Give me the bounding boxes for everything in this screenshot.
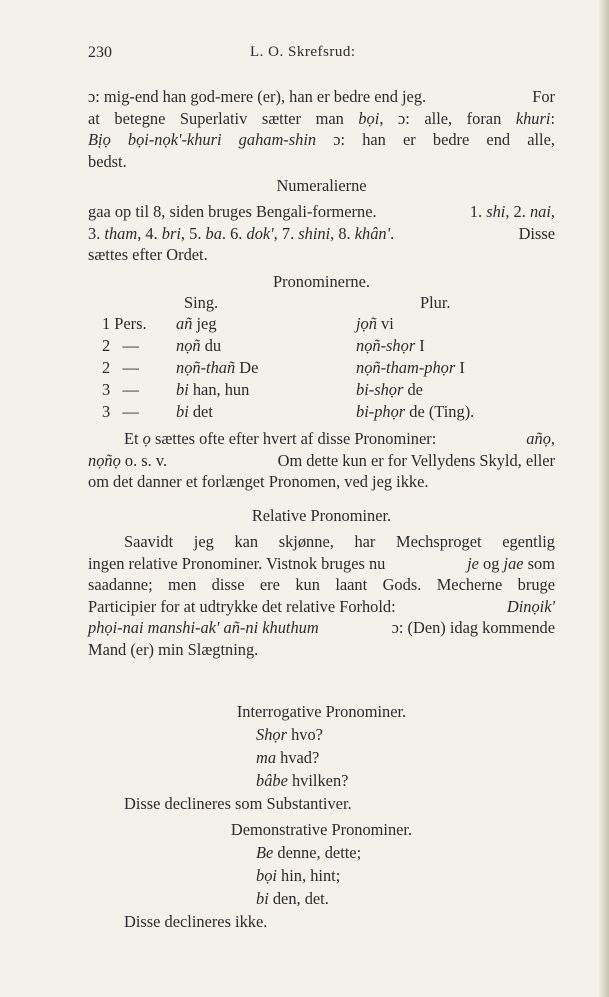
section-heading-demonstrative: Demonstrative Pronominer. [230, 820, 413, 839]
singular-cell: bi han, hun [176, 380, 250, 399]
person-cell: 2 — [102, 336, 139, 355]
page-number: 230 [88, 44, 112, 61]
plural-cell: jọñ vi [356, 314, 394, 333]
plural-cell: nọñ-tham-phọr I [356, 358, 465, 377]
section-heading-interrogative: Interrogative Pronominer. [236, 702, 407, 721]
paragraph-superlative [88, 86, 555, 172]
plural-cell: nọñ-shọr I [356, 336, 425, 355]
plural-cell: bi-shọr de [356, 380, 423, 399]
list-item: bọi hin, hint; [256, 866, 341, 885]
singular-cell: añ jeg [176, 314, 217, 333]
page-edge [599, 0, 609, 997]
list-item: bâbe hvilken? [256, 771, 349, 790]
singular-cell: nọñ du [176, 336, 222, 355]
person-cell: 3 — [102, 402, 139, 421]
paragraph-numerals: gaa op til 8, siden bruges Bengali-formerne. 1. shi, 2. nai, 3. tham, 4. bri, 5. ba. 6. dok', 7. shini, 8. khân'. Disse sættes efter Ordet. [88, 202, 555, 264]
text-line: Et ọ sættes ofte efter hvert af disse Pronominer: añọ, [124, 429, 555, 448]
column-header-plural: Plur. [420, 293, 451, 312]
paragraph-relative: Saavidt jeg kan skjønne, har Mechsproget egentlig ingen relative Pronominer. Vistnok bruges nu je og jae som saadanne; men disse ere kun laant Gods. Mecherne bruge Participier for at udtrykke det relative Forhold: Dinọik' phọi-nai manshi-ak' añ-ni khuthum ɔ: (Den) idag kommende Mand (er) min Slægtning. [88, 532, 555, 659]
text-line: Bịọ bọi-nọk'-khuri gaham-shin ɔ: han er bedre end alle, [88, 130, 555, 149]
plural-cell: bi-phọr de (Ting). [356, 402, 475, 421]
singular-cell: bi det [176, 402, 213, 421]
list-item: bi den, det. [256, 889, 329, 908]
singular-cell: nọñ-thañ De [176, 358, 259, 377]
person-cell: 3 — [102, 380, 139, 399]
column-header-singular: Sing. [184, 293, 219, 312]
text-line: bedst. [88, 151, 127, 171]
person-cell: 1 Pers. [102, 314, 147, 333]
text-line: ɔ: mig-end han god-mere (er), han er bedre end jeg. For [88, 87, 555, 106]
text-line: Participier for at udtrykke det relative Forhold: Dinọik' [88, 596, 555, 616]
text-line: at betegne Superlativ sætter man bọi, ɔ: alle, foran khuri: [88, 108, 555, 128]
section-heading-pronouns: Pronominerne. [273, 272, 370, 291]
list-item: Be denne, dette; [256, 843, 362, 862]
person-cell: 2 — [102, 358, 139, 377]
text-line: nọñọ o. s. v. Om dette kun er for Vellydens Skyld, eller [88, 450, 555, 470]
section-heading-relative: Relative Pronominer. [251, 506, 392, 525]
list-item: Shọr hvo? [256, 725, 323, 744]
running-title: L. O. Skrefsrud: [250, 44, 356, 60]
paragraph-pronoun-note: Et ọ sættes ofte efter hvert af disse Pronominer: añọ, nọñọ o. s. v. Om dette kun er for Vellydens Skyld, eller om det danner et forlænget Pronomen, ved jeg ikke. [88, 429, 555, 491]
text-line: 3. tham, 4. bri, 5. ba. 6. dok', 7. shini, 8. khân'. Disse [88, 223, 555, 243]
list-item: ma hvad? [256, 748, 320, 767]
text-line: phọi-nai manshi-ak' añ-ni khuthum ɔ: (Den) idag kommende [88, 618, 555, 637]
text-line: ingen relative Pronominer. Vistnok bruges nu je og jae som [88, 553, 555, 573]
interrogative-footer: Disse declineres som Substantiver. [124, 794, 352, 813]
demonstrative-footer: Disse declineres ikke. [124, 912, 268, 931]
text-line: gaa op til 8, siden bruges Bengali-formerne. 1. shi, 2. nai, [88, 202, 555, 221]
section-heading-numerals: Numeralierne [276, 176, 367, 195]
